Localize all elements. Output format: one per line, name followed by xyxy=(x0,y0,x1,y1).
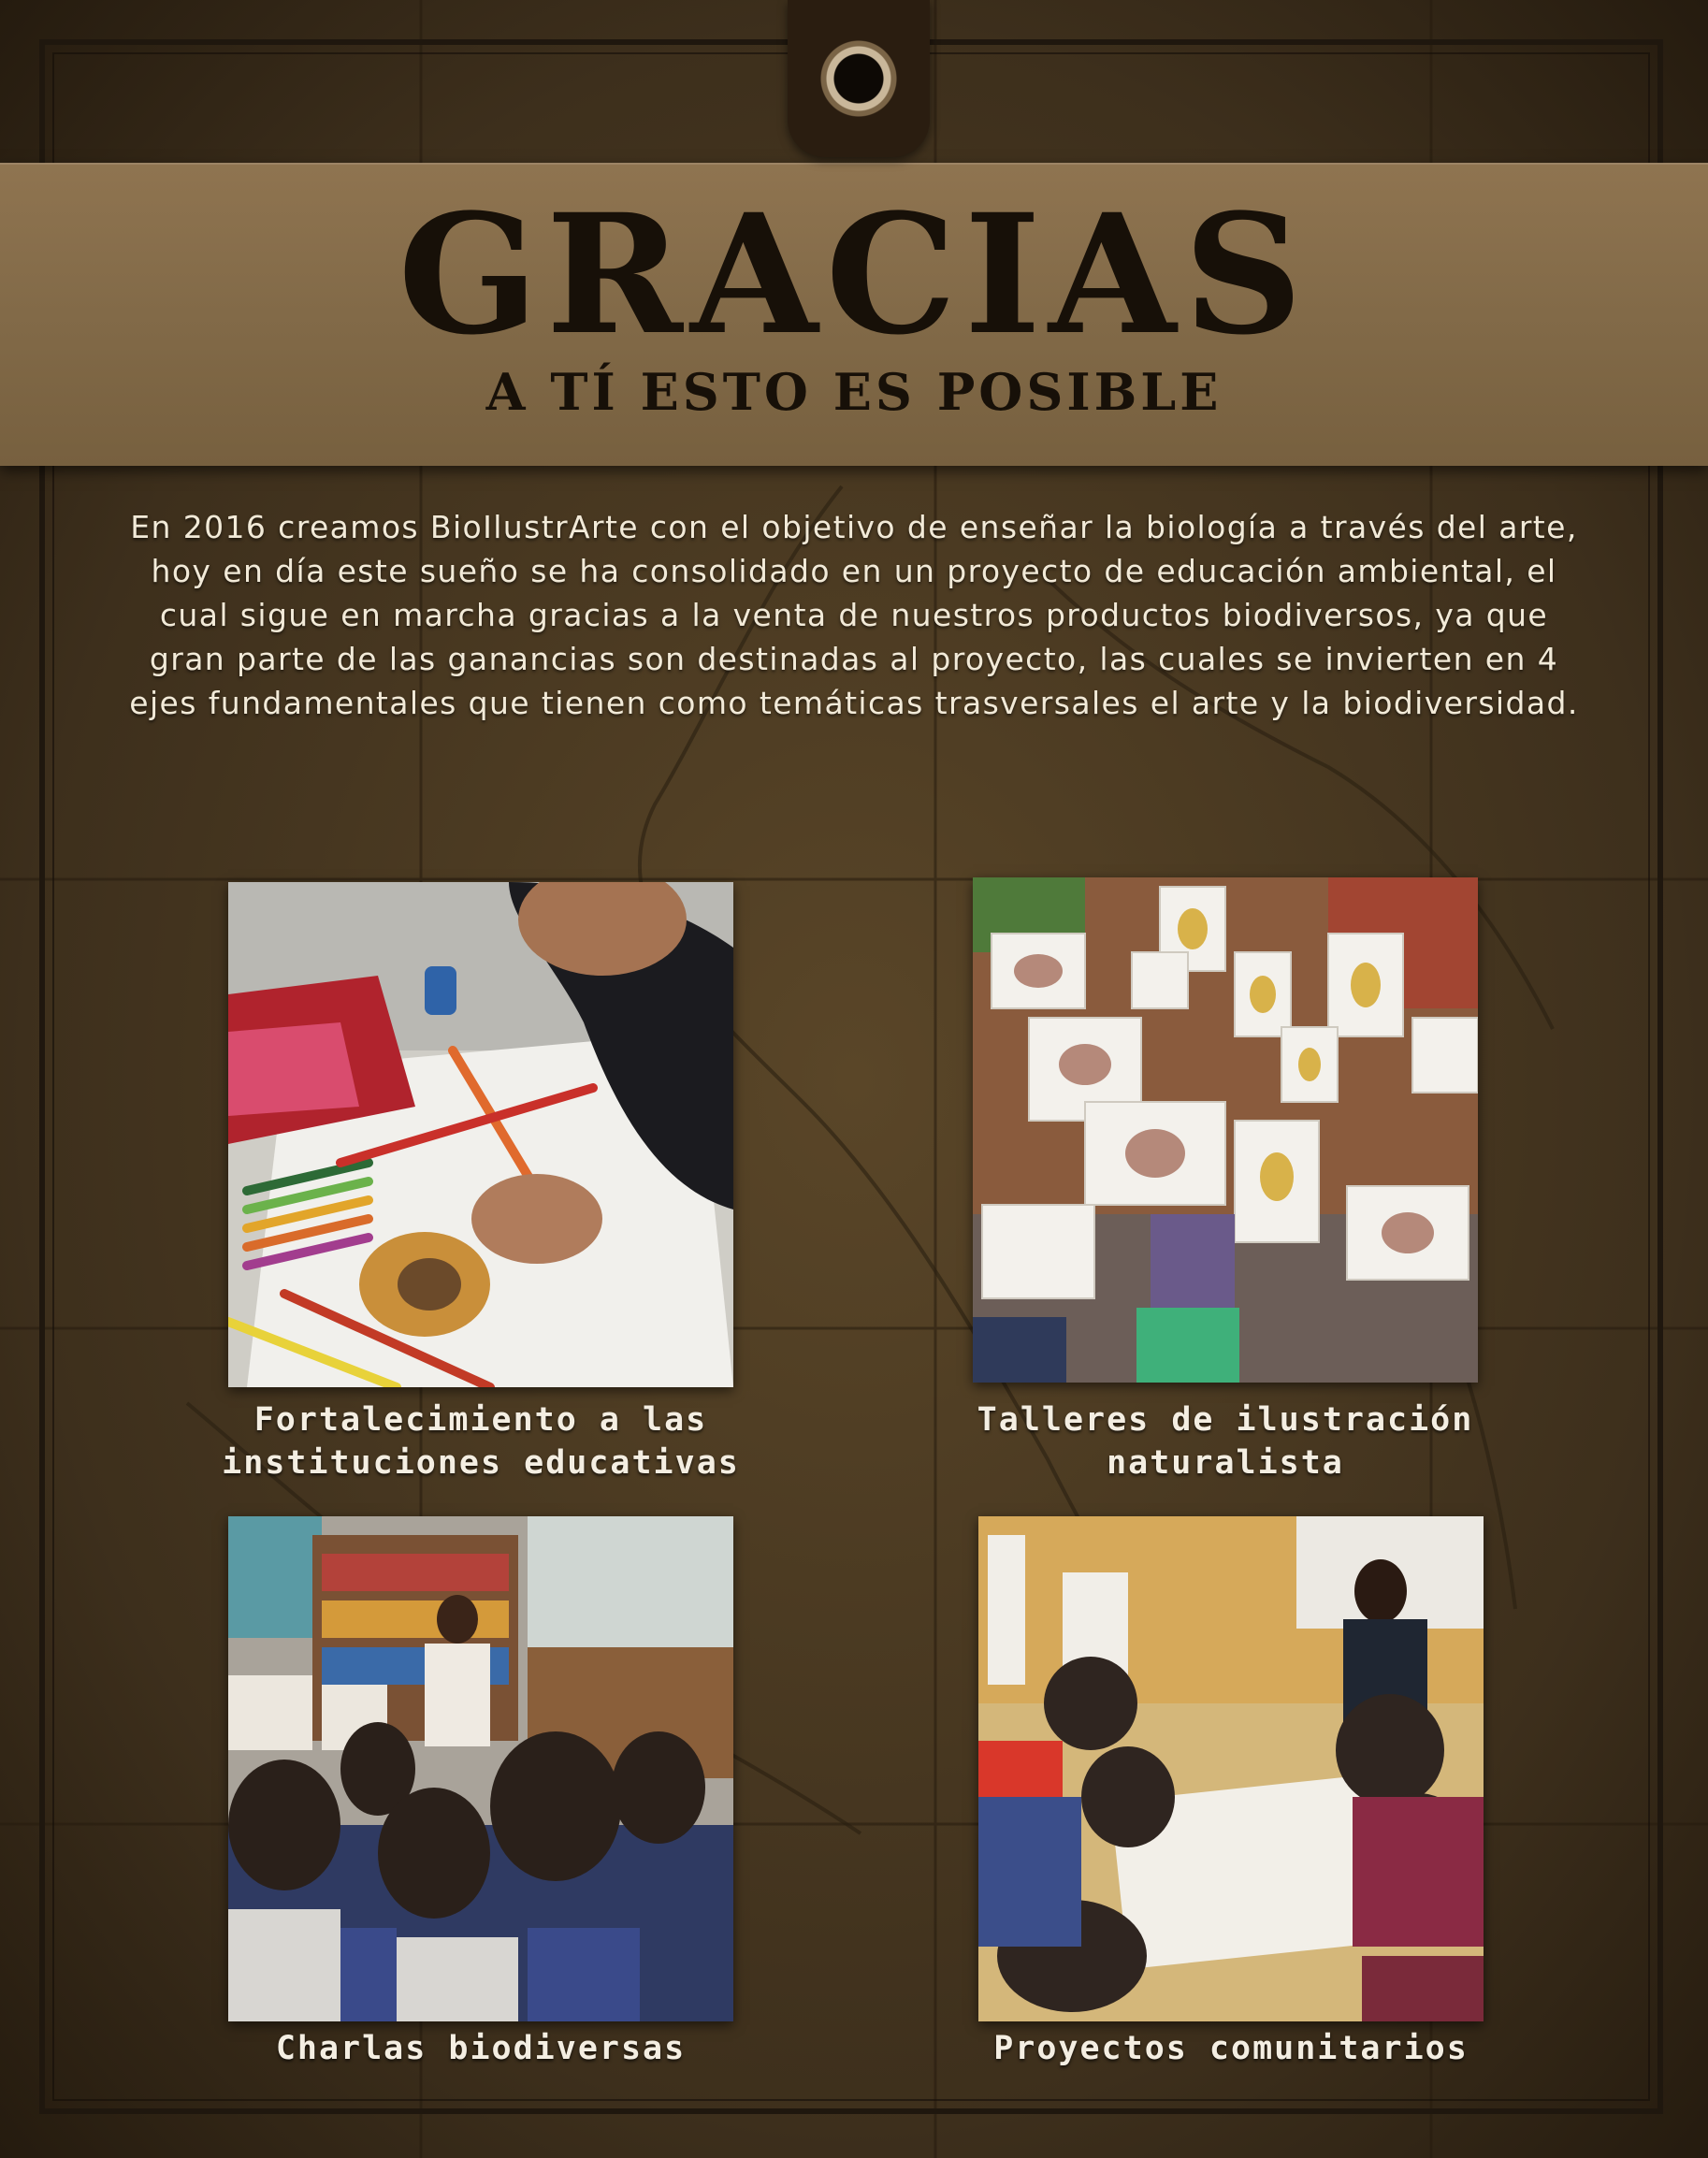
page-title: GRACIAS xyxy=(398,178,1310,371)
caption-axis-3: Charlas biodiversas xyxy=(275,2030,687,2067)
photo-student-drawing xyxy=(228,882,733,1387)
photo-community-table xyxy=(978,1516,1484,2021)
page-subtitle: A TÍ ESTO ES POSIBLE xyxy=(485,362,1223,422)
photo-group-drawings xyxy=(973,877,1478,1383)
hanger-tab xyxy=(788,0,930,157)
caption-axis-1: Fortalecimiento a las instituciones educativas xyxy=(222,1401,740,1482)
photo-talk-library xyxy=(228,1516,733,2021)
title-banner xyxy=(0,163,1708,466)
grommet-icon xyxy=(818,37,900,120)
caption-axis-2: Talleres de ilustración naturalista xyxy=(977,1401,1474,1482)
intro-paragraph: En 2016 creamos BioIlustrArte con el objetivo de enseñar la biología a través del arte, hoy en día este sueño se ha consolidado en un proyecto de educación ambiental, el cual sigue en marcha gracias a la venta de nuestros productos biodiversos, ya que gran parte de las ganancias son destinadas al proyecto, las cuales se invierten en 4 ejes fundamentales que tienen como temáticas trasversales el arte y la biodiversidad. xyxy=(129,509,1579,721)
caption-axis-4: Proyectos comunitarios xyxy=(993,2030,1469,2067)
